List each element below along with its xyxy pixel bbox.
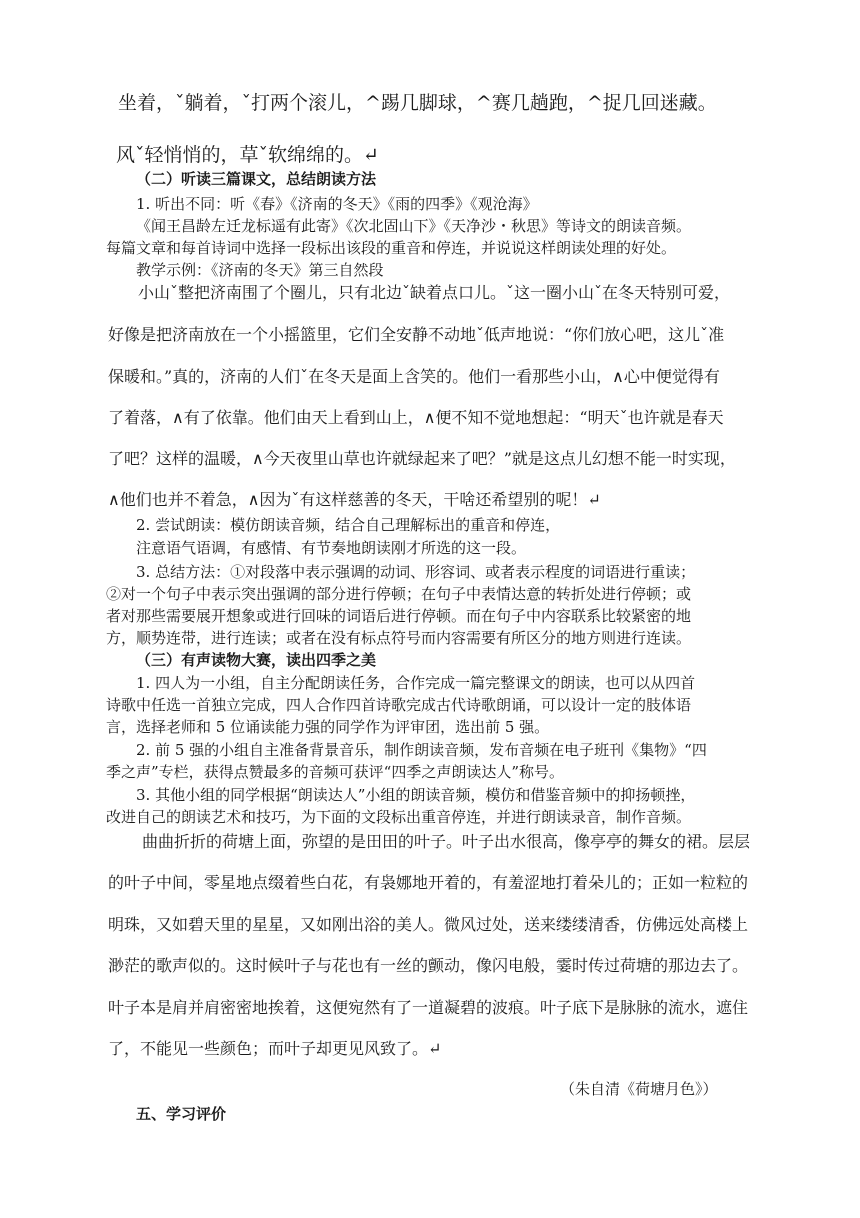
- passage-line: 叶子本是肩并肩密密地挨着，这便宛然有了一道凝碧的波痕。叶子底下是脉脉的流水，遮住: [108, 998, 749, 1017]
- marked-text-line: 坐着，ˇ躺着，ˇ打两个滚儿，^踢几脚球，^赛几趟跑，^捉几回迷藏。: [118, 92, 717, 114]
- marked-text-line: 风ˇ轻悄悄的，草ˇ软绵绵的。↵: [116, 144, 379, 166]
- paragraph-line: 改进自己的朗读艺术和技巧，为下面的文段标出重音停连，并进行朗读录音，制作音频。: [106, 808, 692, 826]
- paragraph-line: 3. 其他小组的同学根据“朗读达人”小组的朗读音频，模仿和借鉴音频中的抑扬顿挫，: [136, 786, 696, 804]
- paragraph-line: 每篇文章和每首诗词中选择一段标出该段的重音和停连，并说说这样朗读处理的好处。: [106, 239, 677, 257]
- example-label: 教学示例：《济南的冬天》第三自然段: [136, 261, 384, 279]
- paragraph-line: 2. 前 5 强的小组自主准备背景音乐，制作朗读音频，发布音频在电子班刊《集物》“四: [136, 741, 707, 759]
- paragraph-line: 季之声”专栏，获得点赞最多的音频可获评“四季之声朗读达人”称号。: [106, 763, 565, 781]
- passage-line: 曲曲折折的荷塘上面，弥望的是田田的叶子。叶子出水很高，像亭亭的舞女的裙。层层: [142, 832, 751, 851]
- example-line: 保暖和。”真的，济南的人们ˇ在冬天是面上含笑的。他们一看那些小山，∧心中便觉得有: [108, 367, 720, 386]
- paragraph-line: 《闻王昌龄左迁龙标遥有此寄》《次北固山下》《天净沙・秋思》等诗文的朗读音频。: [136, 217, 692, 235]
- paragraph-line: ②对一个句子中表示突出强调的部分进行停顿；在句子中表情达意的转折处进行停顿；或: [106, 585, 692, 603]
- example-line: ∧他们也并不着急，∧因为ˇ有这样慈善的冬天，干啥还希望别的呢！↵: [108, 490, 601, 509]
- paragraph-line: 诗歌中任选一首独立完成，四人合作四首诗歌完成古代诗歌朗诵，可以设计一定的肢体语: [106, 696, 692, 714]
- paragraph-line: 者对那些需要展开想象或进行回味的词语后进行停顿。而在句子中内容联系比较紧密的地: [106, 607, 692, 625]
- citation: （朱自清《荷塘月色》）: [560, 1080, 718, 1098]
- paragraph-line: 1. 听出不同：听《春》《济南的冬天》《雨的四季》《观沧海》: [136, 195, 538, 213]
- paragraph-line: 3. 总结方法：①对段落中表示强调的动词、形容词、或者表示程度的词语进行重读；: [136, 563, 696, 581]
- example-line: 了吧？这样的温暖，∧今天夜里山草也许就绿起来了吧？”就是这点儿幻想不能一时实现，: [108, 449, 736, 468]
- passage-line: 明珠，又如碧天里的星星，又如刚出浴的美人。微风过处，送来缕缕清香，仿佛远处高楼上: [108, 915, 749, 934]
- paragraph-line: 1. 四人为一小组，自主分配朗读任务，合作完成一篇完整课文的朗读，也可以从四首: [136, 674, 696, 692]
- paragraph-line: 注意语气语调，有感情、有节奏地朗读刚才所选的这一段。: [136, 539, 527, 557]
- example-line: 了着落，∧有了依靠。他们由天上看到山上，∧便不知不觉地想起：“明天ˇ也许就是春天: [108, 408, 724, 427]
- paragraph-line: 方，顺势连带，进行连读；或者在没有标点符号而内容需要有所区分的地方则进行连读。: [106, 629, 692, 647]
- section-heading: 五、学习评价: [136, 1105, 227, 1123]
- paragraph-line: 言，选择老师和 5 位诵读能力强的同学作为评审团，选出前 5 强。: [106, 718, 550, 736]
- example-line: 好像是把济南放在一个小摇篮里，它们全安静不动地ˇ低声地说：“你们放心吧，这儿ˇ准: [108, 325, 725, 344]
- passage-line: 的叶子中间，零星地点缀着些白花，有袅娜地开着的，有羞涩地打着朵儿的；正如一粒粒的: [108, 873, 749, 892]
- section-heading: （二）听读三篇课文，总结朗读方法: [136, 170, 377, 188]
- section-heading: （三）有声读物大赛，读出四季之美: [136, 651, 377, 669]
- passage-line: 渺茫的歌声似的。这时候叶子与花也有一丝的颤动，像闪电般，霎时传过荷塘的那边去了。: [108, 956, 749, 975]
- paragraph-line: 2. 尝试朗读：模仿朗读音频，结合自己理解标出的重音和停连，: [136, 516, 561, 534]
- example-line: 小山ˇ整把济南围了个圈儿，只有北边ˇ缺着点口儿。ˇ这一圈小山ˇ在冬天特别可爱，: [138, 283, 731, 302]
- passage-line: 了，不能见一些颜色；而叶子却更见风致了。↵: [108, 1039, 442, 1058]
